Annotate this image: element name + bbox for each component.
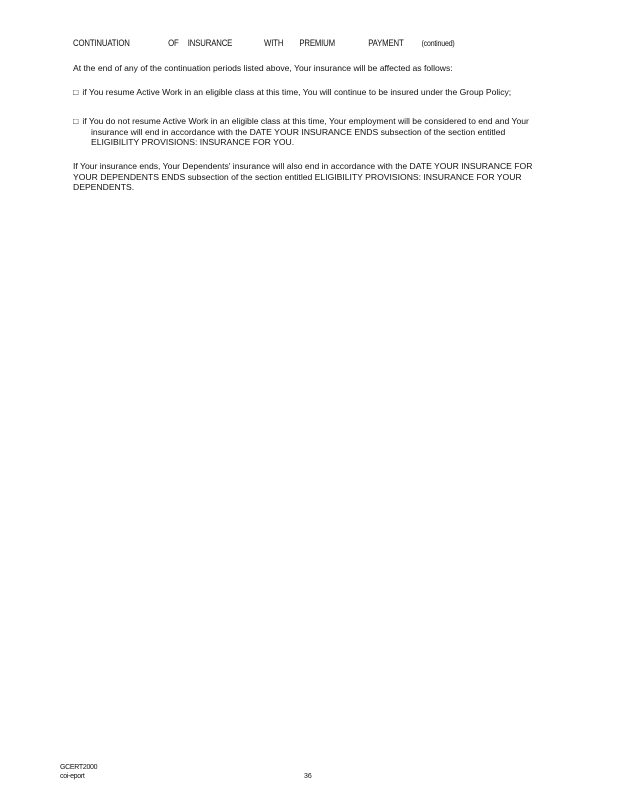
- heading-word: PREMIUM: [299, 38, 335, 49]
- intro-paragraph: At the end of any of the continuation periods listed above, Your insurance will be affected as follows:: [73, 63, 453, 73]
- heading-word: WITH: [264, 38, 284, 49]
- list-item-text: if You do not resume Active Work in an eligible class at this time, Your employment will be considered to end and Your insurance will end in accordance with the DATE YOUR INSURANCE ENDS subsection of the section entitled ELIGIBILITY PROVISIONS: INSURANCE FOR YOU.: [82, 116, 529, 147]
- footer-code-line: GCERT2000: [60, 764, 98, 771]
- heading-word: PAYMENT: [368, 38, 404, 49]
- checkbox-bullet-icon: □: [73, 116, 79, 126]
- heading-continued: (continued): [421, 38, 455, 48]
- checkbox-bullet-icon: □: [73, 87, 79, 97]
- section-heading: [73, 38, 483, 50]
- closing-paragraph: If Your insurance ends, Your Dependents' insurance will also end in accordance with the DATE YOUR INSURANCE FOR YOUR DEPENDENTS ENDS subsection of the section entitled ELIGIBILITY PROVISIONS: INSURANCE FOR YOUR DEPENDENTS.: [73, 161, 533, 192]
- page-number: 36: [304, 773, 312, 780]
- heading-word: CONTINUATION: [73, 38, 130, 49]
- footer-code-line: coi-eport: [60, 773, 85, 780]
- list-item: [73, 87, 553, 98]
- footer-form-code: [60, 763, 97, 781]
- list-item-text: if You resume Active Work in an eligible class at this time, You will continue to be insured under the Group Policy;: [82, 87, 512, 97]
- heading-word: OF: [168, 38, 179, 49]
- heading-word: INSURANCE: [187, 38, 233, 49]
- list-item: [73, 116, 553, 148]
